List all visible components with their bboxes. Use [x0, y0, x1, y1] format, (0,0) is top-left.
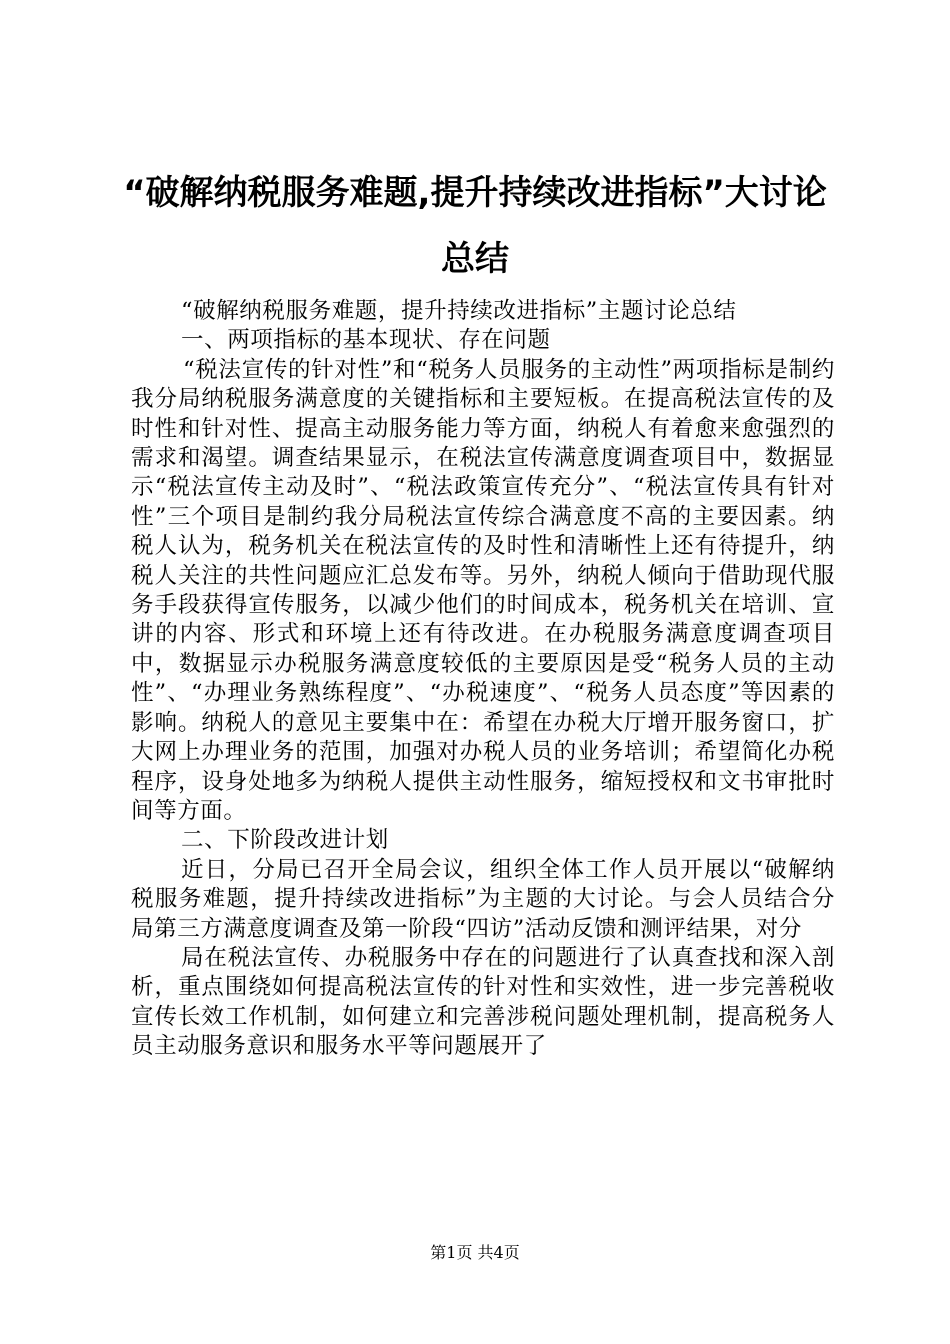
- section1-heading: 一、两项指标的基本现状、存在问题: [181, 327, 551, 354]
- page-number: 第1页 共4页: [430, 1243, 520, 1262]
- document-title: “破解纳税服务难题,提升持续改进指标”大讨论总结: [123, 173, 827, 279]
- section1-paragraph: “税法宣传的针对性”和“税务人员服务的主动性”两项指标是制约我分局纳税服务满意度的关键指标和主要短板。在提高税法宣传的及时性和针对性、提高主动服务能力等方面，纳税人有着愈来愈强烈的需求和渴望。调查结果显示，在税法宣传满意度调查项目中，数据显示“税法宣传主动及时”、“税法政策宣传充分”、“税法宣传具有针对性”三个项目是制约我分局税法宣传综合满意度不高的主要因素。纳税人认为，税务机关在税法宣传的及时性和清晰性上还有待提升，纳税人关注的共性问题应汇总发布等。另外，纳税人倾向于借助现代服务手段获得宣传服务，以减少他们的时间成本，税务机关在培训、宣讲的内容、形式和环境上还有待改进。在办税服务满意度调查项目中，数据显示办税服务满意度较低的主要原因是受“税务人员的主动性”、“办理业务熟练程度”、“办税速度”、“税务人员态度”等因素的影响。纳税人的意见主要集中在：希望在办税大厅增开服务窗口，扩大网上办理业务的范围，加强对办税人员的业务培训；希望简化办税程序，设身处地多为纳税人提供主动性服务，缩短授权和文书审批时间等方面。: [131, 356, 835, 824]
- section2-paragraph-2: 局在税法宣传、办税服务中存在的问题进行了认真查找和深入剖析，重点围绕如何提高税法宣传的针对性和实效性，进一步完善税收宣传长效工作机制，如何建立和完善涉税问题处理机制，提高税务人员主动服务意识和服务水平等问题展开了: [131, 944, 835, 1060]
- document-body: [131, 297, 835, 1062]
- subtitle-line: “破解纳税服务难题，提升持续改进指标”主题讨论总结: [181, 298, 737, 324]
- section2-paragraph-1: 近日，分局已召开全局会议，组织全体工作人员开展以“破解纳税服务难题，提升持续改进指标”为主题的大讨论。与会人员结合分局第三方满意度调查及第一阶段“四访”活动反馈和测评结果，对分: [131, 856, 835, 942]
- section2-heading: 二、下阶段改进计划: [181, 827, 389, 854]
